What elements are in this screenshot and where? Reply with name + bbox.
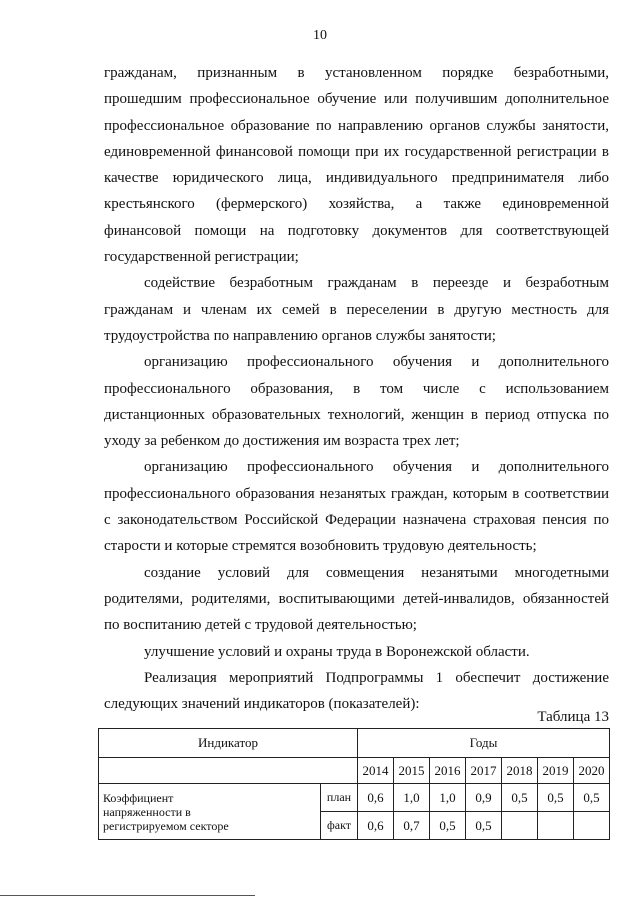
fact-value: 0,5 [466, 812, 502, 840]
paragraph-line [104, 191, 609, 217]
document-body [104, 60, 609, 717]
fact-value [538, 812, 574, 840]
paragraph-line [104, 86, 609, 112]
paragraph-line [104, 376, 609, 402]
fact-label: факт [321, 812, 358, 840]
paragraph-line [104, 244, 609, 270]
paragraph-text: гражданам, признанным в установленном порядке безработными, [104, 65, 609, 81]
paragraph-line [104, 454, 609, 480]
paragraph-text: государственной регистрации; [104, 249, 299, 266]
paragraph-line [104, 665, 609, 691]
paragraph-text: трудоустройства по направлению органов службы занятости; [104, 327, 496, 344]
paragraph-text: организацию профессионального обучения и дополнительного [144, 459, 609, 476]
plan-value: 0,9 [466, 784, 502, 812]
paragraph-text: с законодательством Российской Федерации назначена страховая пенсия по [104, 512, 609, 529]
paragraph-text: профессиональное образование по направлению органов службы занятости, [104, 117, 609, 134]
indicator-table [98, 728, 610, 840]
year-cell: 2020 [574, 758, 610, 784]
footer-rule [0, 895, 255, 896]
paragraph-line [104, 349, 609, 375]
paragraph-text: старости и которые стремятся возобновить трудовую деятельность; [104, 538, 537, 555]
paragraph-line [104, 639, 609, 665]
paragraph-text: прошедшим профессиональное обучение или получившим дополнительное [104, 91, 609, 108]
fact-value: 0,7 [394, 812, 430, 840]
paragraph-line [104, 402, 609, 428]
paragraph-text: следующих значений индикаторов (показателей): [104, 696, 420, 713]
paragraph-text: гражданам и членам их семей в переселении в другую местность для [104, 301, 609, 318]
paragraph-line [104, 165, 609, 191]
paragraph-line [104, 323, 609, 349]
page-number: 10 [313, 28, 327, 43]
empty-header-cell [99, 758, 358, 784]
paragraph-line [104, 533, 609, 559]
plan-label: план [321, 784, 358, 812]
indicator-name [99, 784, 321, 840]
plan-value: 0,5 [538, 784, 574, 812]
header-indicator: Индикатор [99, 729, 358, 758]
indicator-name-line: напряженности в [103, 804, 191, 819]
paragraph-text: содействие безработным гражданам в переезде и безработным [144, 275, 609, 292]
paragraph-line [104, 481, 609, 507]
year-cell: 2017 [466, 758, 502, 784]
fact-value: 0,6 [358, 812, 394, 840]
header-years: Годы [358, 729, 610, 758]
paragraph-text: Реализация мероприятий Подпрограммы 1 обеспечит достижение [144, 669, 609, 686]
paragraph-text: единовременной финансовой помощи при их государственной регистрации в [104, 143, 609, 160]
paragraph-text: родителями, родителями, воспитывающими детей-инвалидов, обязанностей [104, 590, 609, 607]
plan-value: 0,5 [502, 784, 538, 812]
fact-value: 0,5 [430, 812, 466, 840]
paragraph-text: уходу за ребенком до достижения им возраста трех лет; [104, 433, 460, 450]
paragraph-text: по воспитанию детей с трудовой деятельностью; [104, 617, 417, 634]
paragraph-text: создание условий для совмещения незанятыми многодетными [144, 564, 609, 581]
paragraph-line [104, 139, 609, 165]
plan-value: 1,0 [430, 784, 466, 812]
year-cell: 2015 [394, 758, 430, 784]
paragraph-line [104, 113, 609, 139]
paragraph-text: крестьянского (фермерского) хозяйства, а также единовременной [104, 196, 609, 213]
paragraph-text: профессионального образования незанятых граждан, которым в соответствии [104, 485, 609, 502]
paragraph-text: организацию профессионального обучения и дополнительного [144, 354, 609, 371]
paragraph-text: качестве юридического лица, индивидуального предпринимателя либо [104, 170, 609, 187]
fact-value [574, 812, 610, 840]
year-cell: 2016 [430, 758, 466, 784]
paragraph-line [104, 428, 609, 454]
fact-value [502, 812, 538, 840]
paragraph-text: финансовой помощи на подготовку документов для соответствующей [104, 222, 609, 239]
paragraph-line [104, 297, 609, 323]
plan-value: 0,5 [574, 784, 610, 812]
plan-value: 1,0 [394, 784, 430, 812]
indicator-name-line: регистрируемом секторе [103, 818, 229, 833]
indicator-name-line: Коэффициент [103, 790, 174, 805]
paragraph-text: улучшение условий и охраны труда в Воронежской области. [144, 643, 530, 660]
plan-value: 0,6 [358, 784, 394, 812]
paragraph-line [104, 507, 609, 533]
paragraph-line [104, 612, 609, 638]
paragraph-line [104, 586, 609, 612]
paragraph-text: профессионального образования, в том числе с использованием [104, 380, 609, 397]
paragraph-line [104, 218, 609, 244]
paragraph-line [104, 270, 609, 296]
year-cell: 2018 [502, 758, 538, 784]
year-cell: 2019 [538, 758, 574, 784]
year-cell: 2014 [358, 758, 394, 784]
paragraph-text: дистанционных образовательных технологий, женщин в период отпуска по [104, 406, 609, 423]
table-caption: Таблица 13 [537, 709, 609, 725]
paragraph-line [104, 560, 609, 586]
paragraph-line [104, 60, 609, 86]
